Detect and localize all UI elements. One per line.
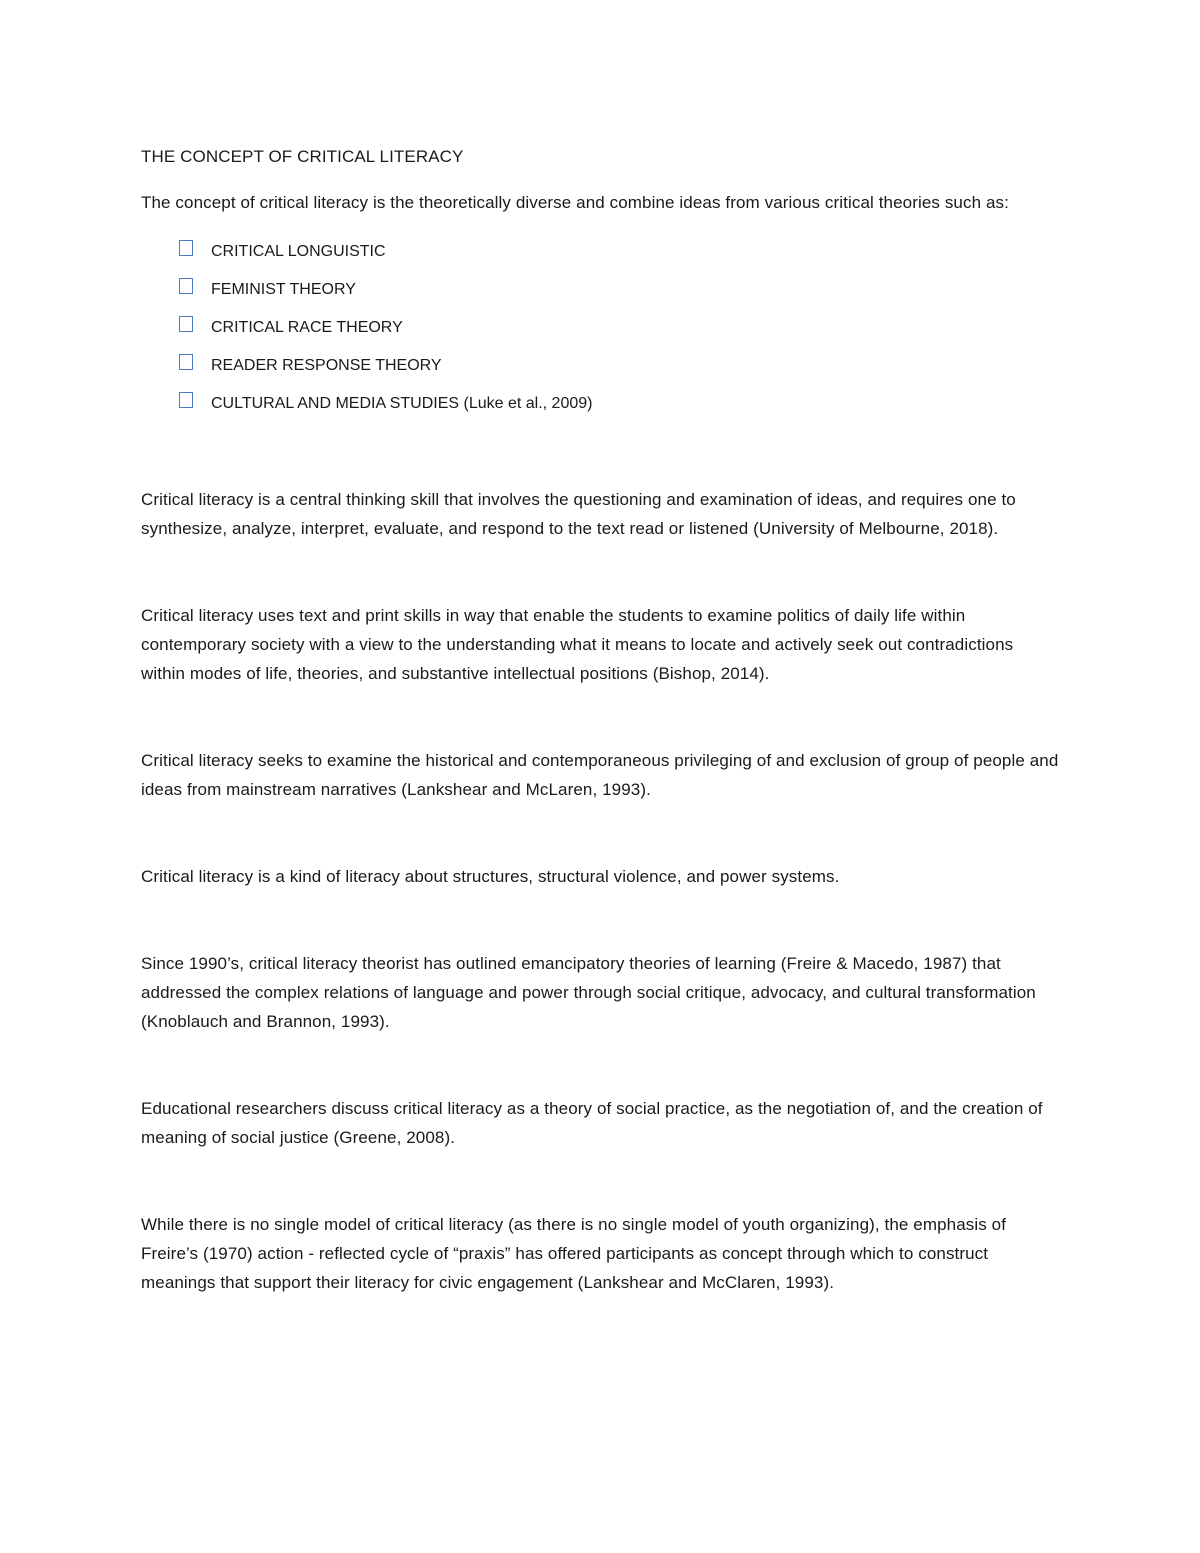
body-paragraph: Since 1990’s, critical literacy theorist has outlined emancipatory theories of learning (Freire & Macedo, 1987) that addressed the complex relations of language and power through social critique, advocacy, and cultural transformation (Knoblauch and Brannon, 1993).: [141, 954, 1036, 1031]
checkbox-icon: [179, 278, 193, 294]
list-item: [179, 309, 1061, 347]
list-item: [179, 385, 1061, 423]
body-paragraph: Critical literacy seeks to examine the historical and contemporaneous privileging of and exclusion of group of people and ideas from mainstream narratives (Lankshear and McLaren, 1993).: [141, 751, 1059, 799]
checkbox-icon: [179, 354, 193, 370]
intro-paragraph: The concept of critical literacy is the theoretically diverse and combine ideas from various critical theories such as:: [141, 193, 1009, 212]
body-paragraph: Educational researchers discuss critical literacy as a theory of social practice, as the negotiation of, and the creation of meaning of social justice (Greene, 2008).: [141, 1099, 1043, 1147]
body-paragraph: Critical literacy uses text and print skills in way that enable the students to examine politics of daily life within contemporary society with a view to the understanding what it means to locate and actively seek out contradictions within modes of life, theories, and substantive intellectual positions (Bishop, 2014).: [141, 606, 1014, 683]
list-item-label: FEMINIST THEORY: [211, 281, 356, 298]
list-item: [179, 347, 1061, 385]
document-title: THE CONCEPT OF CRITICAL LITERACY: [141, 147, 464, 166]
checkbox-icon: [179, 316, 193, 332]
document-body: [141, 144, 1061, 1297]
list-item-label: READER RESPONSE THEORY: [211, 357, 442, 374]
list-item: [179, 271, 1061, 309]
checkbox-icon: [179, 240, 193, 256]
list-item-label: CRITICAL RACE THEORY: [211, 319, 403, 336]
body-paragraph: Critical literacy is a kind of literacy about structures, structural violence, and power systems.: [141, 867, 840, 886]
theory-list: [141, 233, 1061, 423]
body-paragraph: Critical literacy is a central thinking skill that involves the questioning and examination of ideas, and requires one to synthesize, analyze, interpret, evaluate, and respond to the text read or listened (University of Melbourne, 2018).: [141, 490, 1016, 538]
list-item-label: CULTURAL AND MEDIA STUDIES (Luke et al., 2009): [211, 395, 593, 412]
list-item-label: CRITICAL LONGUISTIC: [211, 243, 386, 260]
body-paragraph: While there is no single model of critical literacy (as there is no single model of youth organizing), the emphasis of Freire’s (1970) action - reflected cycle of “praxis” has offered participants as concept through which to construct meanings that support their literacy for civic engagement (Lankshear and McClaren, 1993).: [141, 1215, 1007, 1292]
checkbox-icon: [179, 392, 193, 408]
list-item: [179, 233, 1061, 271]
